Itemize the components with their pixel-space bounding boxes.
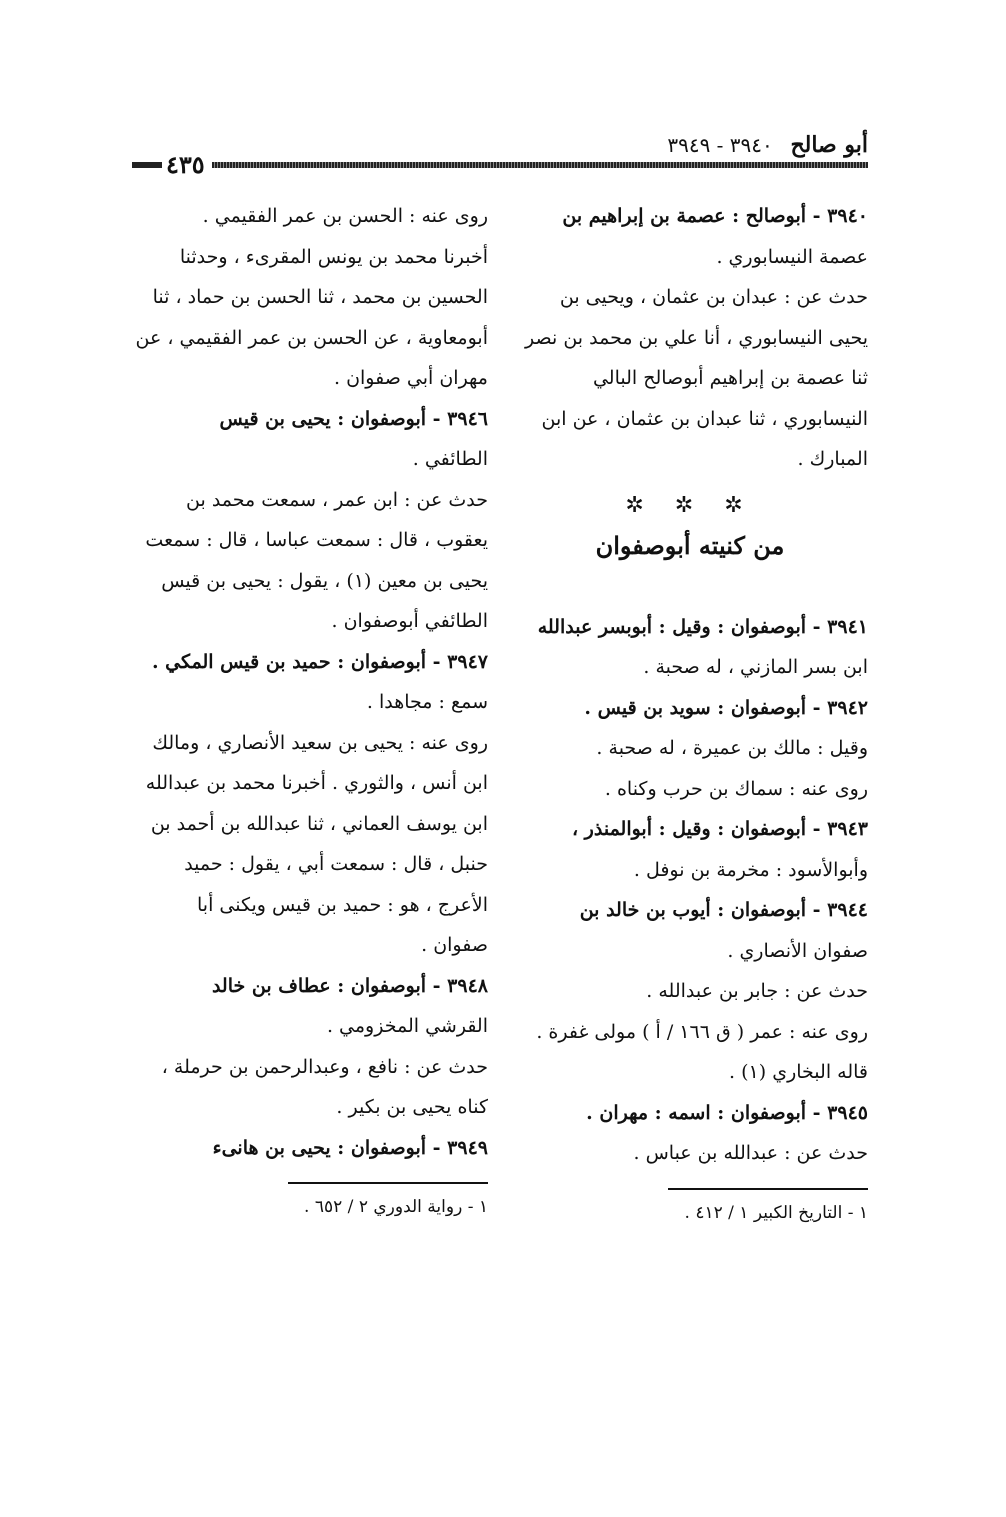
section-title: من كنيته أبوصفوان (595, 531, 785, 560)
header-rule-left (132, 162, 162, 168)
footnote: ١ - التاريخ الكبير ١ / ٤١٢ . (684, 1202, 868, 1223)
text-line: حنبل ، قال : سمعت أبي ، يقول : حميد (184, 853, 488, 875)
text-line: صفوان . (421, 934, 488, 956)
header-rule (212, 162, 868, 168)
text-line: حدث عن : جابر بن عبدالله . (646, 980, 868, 1002)
text-line: روى عنه : سماك بن حرب وكناه . (604, 777, 868, 800)
entry-line: ٣٩٤٢ - أبوصفوان : سويد بن قيس . (584, 696, 868, 719)
text-line: يعقوب ، قال : سمعت عباسا ، قال : سمعت (145, 529, 488, 551)
text-line: صفوان الأنصاري . (727, 939, 868, 962)
text-line: الأعرج ، هو : حميد بن قيس ويكنى أبا (197, 893, 488, 916)
footnote-rule (288, 1182, 488, 1184)
entry-line: ٣٩٤٥ - أبوصفوان : اسمه : مهران . (586, 1101, 868, 1124)
text-line: النيسابوري ، ثنا عبدان بن عثمان ، عن ابن (541, 407, 868, 430)
footnote-rule (668, 1188, 868, 1190)
page-number: ٤٣٥ (162, 150, 209, 179)
text-line: روى عنه : يحيى بن سعيد الأنصاري ، ومالك (152, 731, 488, 754)
entry-line: ٣٩٤٩ - أبوصفوان : يحيى بن هانىء (212, 1136, 488, 1159)
text-line: روى عنه : الحسن بن عمر الفقيمي . (202, 205, 488, 227)
text-line: عصمة النيسابوري . (716, 245, 868, 268)
entry-range: ٣٩٤٠ - ٣٩٤٩ (667, 133, 773, 157)
text-line: القرشي المخزومي . (326, 1015, 488, 1037)
entry-line: ٣٩٤٠ - أبوصالح : عصمة بن إبراهيم بن (562, 205, 868, 227)
entry-line: ٣٩٤٦ - أبوصفوان : يحيى بن قيس (219, 407, 488, 430)
text-line: كناه يحيى بن بكير . (336, 1096, 488, 1118)
text-line: ثنا عصمة بن إبراهيم أبوصالح البالي (592, 367, 868, 389)
text-line: قاله البخاري (١) . (729, 1061, 868, 1083)
running-title-text: أبو صالح (790, 132, 868, 158)
text-line: مهران أبي صفوان . (333, 367, 488, 389)
entry-line: ٣٩٤٣ - أبوصفوان : وقيل : أبوالمنذر ، (571, 818, 868, 840)
text-line: روى عنه : عمر ( ق ١٦٦ / أ ) مولى غفرة . (536, 1020, 868, 1043)
text-line: يحيى النيسابوري ، أنا علي بن محمد بن نصر (525, 326, 868, 349)
text-line: الطائفي . (412, 448, 488, 470)
footnote: ١ - رواية الدوري ٢ / ٦٥٢ . (304, 1197, 488, 1217)
text-line: وقيل : مالك بن عميرة ، له صحبة . (596, 737, 868, 759)
page-header (132, 132, 868, 179)
text-line: حدث عن : نافع ، وعبدالرحمن بن حرملة ، (161, 1055, 488, 1078)
left-column (132, 196, 488, 1222)
entry-line: ٣٩٤١ - أبوصفوان : وقيل : أبوبسر عبدالله (537, 615, 868, 638)
text-line: ابن أنس ، والثوري . أخبرنا محمد بن عبدالله (145, 772, 488, 794)
text-line: أخبرنا محمد بن يونس المقرىء ، وحدثنا (179, 245, 488, 268)
text-line: سمع : مجاهدا . (366, 691, 488, 713)
text-line: أبومعاوية ، عن الحسن بن عمر الفقيمي ، عن (135, 326, 488, 349)
text-line: يحيى بن معين (١) ، يقول : يحيى بن قيس (161, 569, 488, 592)
text-line: حدث عن : ابن عمر ، سمعت محمد بن (186, 488, 488, 511)
text-line: المبارك . (797, 448, 868, 470)
text-line: وأبوالأسود : مخرمة بن نوفل . (633, 858, 868, 881)
text-line: الحسين بن محمد ، ثنا الحسن بن حماد ، ثنا (152, 286, 488, 308)
text-line: ابن بسر المازني ، له صحبة . (643, 656, 868, 678)
entry-line: ٣٩٤٧ - أبوصفوان : حميد بن قيس المكي . (151, 650, 488, 673)
text-line: حدث عن : عبدان بن عثمان ، ويحيى بن (559, 286, 868, 308)
running-title (667, 132, 868, 158)
text-line: الطائفي أبوصفوان . (331, 610, 488, 632)
right-column (512, 196, 868, 1228)
text-line: حدث عن : عبدالله بن عباس . (633, 1142, 868, 1164)
entry-line: ٣٩٤٨ - أبوصفوان : عطاف بن خالد (211, 974, 488, 997)
entry-line: ٣٩٤٤ - أبوصفوان : أيوب بن خالد بن (579, 899, 868, 921)
section-separator-stars: ✲ ✲ ✲ (625, 492, 755, 518)
text-line: ابن يوسف العماني ، ثنا عبدالله بن أحمد بن (150, 812, 488, 835)
text-line (512, 196, 868, 237)
